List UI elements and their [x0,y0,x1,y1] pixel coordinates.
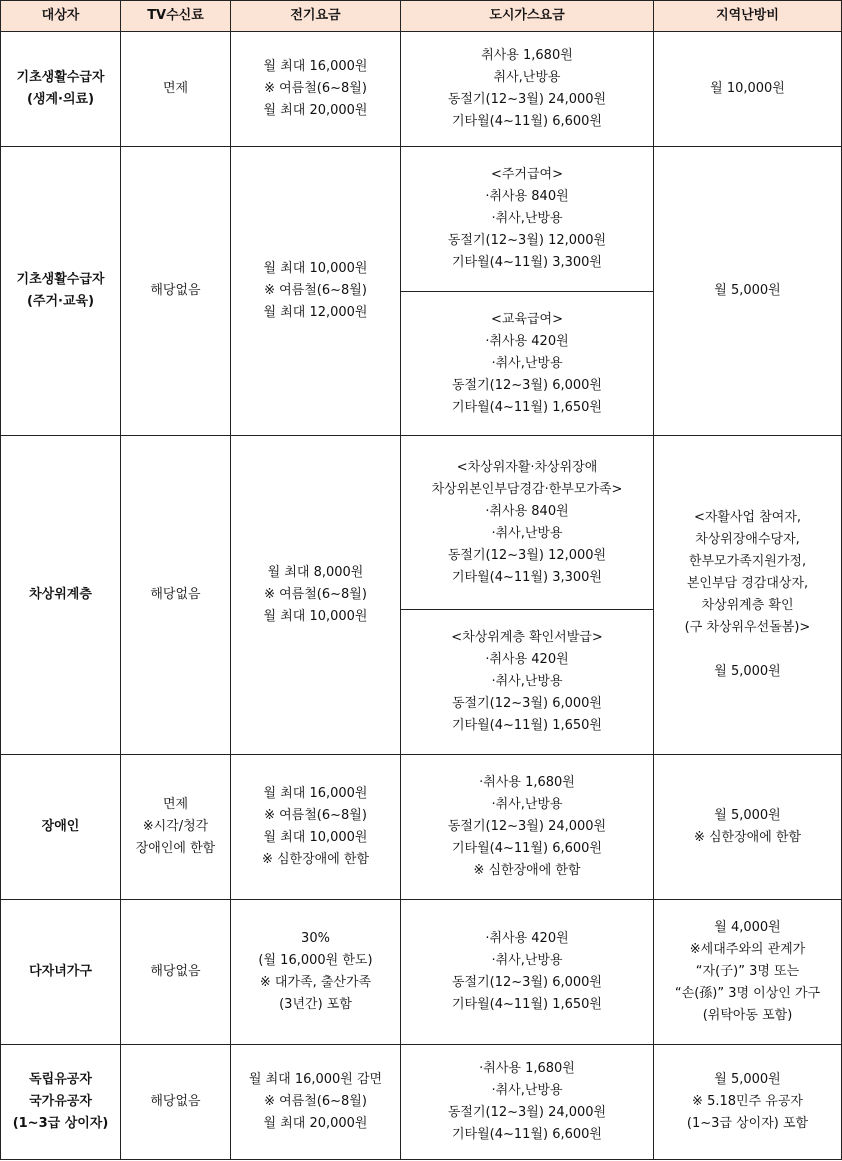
target-cell: 기초생활수급자 (주거·교육) [1,147,121,436]
gas-cell-housing: <주거급여> ·취사용 840원 ·취사,난방용 동절기(12~3월) 12,000원 기타월(4~11월) 3,300원 [401,147,654,292]
target-cell: 독립유공자 국가유공자 (1~3급 상이자) [1,1045,121,1160]
tv-cell: 면제 ※시각/청각 장애인에 한함 [121,755,231,900]
table-row-basic-living [1,32,842,147]
tv-cell: 해당없음 [121,1045,231,1160]
heating-cell: 월 5,000원 [654,147,842,436]
heating-cell: <자활사업 참여자, 차상위장애수당자, 한부모가족지원가정, 본인부담 경감대상자, 차상위계층 확인 (구 차상위우선돌봄)> 월 5,000원 [654,436,842,755]
gas-cell-certificate: <차상위계층 확인서발급> ·취사용 420원 ·취사,난방용 동절기(12~3월) 6,000원 기타월(4~11월) 1,650원 [401,610,654,755]
target-cell: 차상위계층 [1,436,121,755]
table-row-patriots [1,1045,842,1160]
electric-cell: 월 최대 8,000원 ※ 여름철(6~8월) 월 최대 10,000원 [231,436,401,755]
gas-cell: ·취사용 1,680원 ·취사,난방용 동절기(12~3월) 24,000원 기타월(4~11월) 6,600원 ※ 심한장애에 한함 [401,755,654,900]
heating-cell: 월 5,000원 ※ 5.18민주 유공자 (1~3급 상이자) 포함 [654,1045,842,1160]
table-row-basic-housing [1,147,842,292]
tv-cell: 해당없음 [121,436,231,755]
gas-cell: 취사용 1,680원 취사,난방용 동절기(12~3월) 24,000원 기타월(4~11월) 6,600원 [401,32,654,147]
table-row-near-poor [1,436,842,610]
tv-cell: 면제 [121,32,231,147]
target-cell: 다자녀가구 [1,900,121,1045]
gas-cell-education: <교육급여> ·취사용 420원 ·취사,난방용 동절기(12~3월) 6,000원 기타월(4~11월) 1,650원 [401,292,654,436]
table-row-multi-child [1,900,842,1045]
heating-cell: 월 5,000원 ※ 심한장애에 한함 [654,755,842,900]
header-gas: 도시가스요금 [401,1,654,32]
heating-cell: 월 4,000원 ※세대주와의 관계가 “자(子)” 3명 또는 “손(孫)” 3명 이상인 가구 (위탁아동 포함) [654,900,842,1045]
electric-cell: 월 최대 16,000원 ※ 여름철(6~8월) 월 최대 20,000원 [231,32,401,147]
gas-cell: ·취사용 1,680원 ·취사,난방용 동절기(12~3월) 24,000원 기타월(4~11월) 6,600원 [401,1045,654,1160]
header-row [1,1,842,32]
header-tv-fee: TV수신료 [121,1,231,32]
header-heating: 지역난방비 [654,1,842,32]
electric-cell: 30% (월 16,000원 한도) ※ 대가족, 출산가족 (3년간) 포함 [231,900,401,1045]
electric-cell: 월 최대 10,000원 ※ 여름철(6~8월) 월 최대 12,000원 [231,147,401,436]
heating-cell: 월 10,000원 [654,32,842,147]
target-cell: 장애인 [1,755,121,900]
target-cell: 기초생활수급자 (생계·의료) [1,32,121,147]
tv-cell: 해당없음 [121,900,231,1045]
gas-cell-self-support: <차상위자활·차상위장애 차상위본인부담경감·한부모가족> ·취사용 840원 ·취사,난방용 동절기(12~3월) 12,000원 기타월(4~11월) 3,300원 [401,436,654,610]
tv-cell: 해당없음 [121,147,231,436]
gas-cell: ·취사용 420원 ·취사,난방용 동절기(12~3월) 6,000원 기타월(4~11월) 1,650원 [401,900,654,1045]
header-electric: 전기요금 [231,1,401,32]
table-row-disabled [1,755,842,900]
header-target: 대상자 [1,1,121,32]
electric-cell: 월 최대 16,000원 감면 ※ 여름철(6~8월) 월 최대 20,000원 [231,1045,401,1160]
electric-cell: 월 최대 16,000원 ※ 여름철(6~8월) 월 최대 10,000원 ※ 심한장애에 한함 [231,755,401,900]
